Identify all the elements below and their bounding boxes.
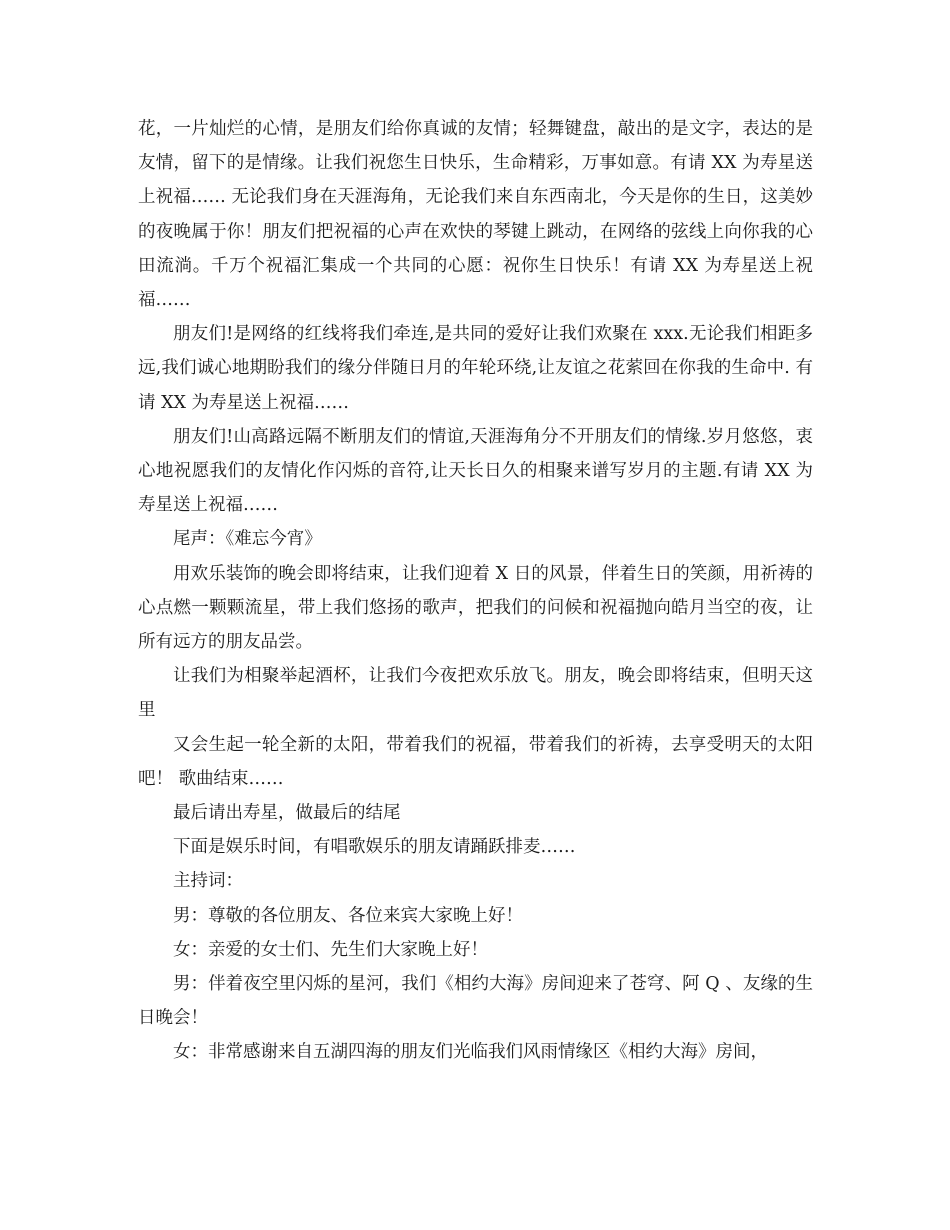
paragraph-7: 又会生起一轮全新的太阳，带着我们的祝福，带着我们的祈祷，去享受明天的太阳吧！ 歌曲结束……	[138, 734, 813, 789]
paragraph-5: 用欢乐装饰的晚会即将结束，让我们迎着 X 日的风景，伴着生日的笑颜，用祈祷的心点燃一颗颗流星，带上我们悠扬的歌声，把我们的问候和祝福抛向皓月当空的夜，让所有远方的朋友品尝。	[138, 563, 813, 653]
paragraph-6: 让我们为相聚举起酒杯，让我们今夜把欢乐放飞。朋友，晚会即将结束，但明天这里	[138, 666, 813, 721]
paragraph-2: 朋友们!是网络的红线将我们牵连,是共同的爱好让我们欢聚在 xxx.无论我们相距多远,我们诚心地期盼我们的缘分伴随日月的年轮环绕,让友谊之花萦回在你我的生命中. 有请 XX 为寿星送上祝福……	[138, 324, 813, 413]
paragraph-4: 尾声：《难忘今宵》	[173, 529, 322, 550]
paragraph-8: 最后请出寿星，做最后的结尾	[173, 803, 401, 824]
paragraph-10: 主持词：	[173, 871, 243, 892]
document-body	[138, 112, 813, 1070]
paragraph-1: 花，一片灿烂的心情，是朋友们给你真诚的友情；轻舞键盘，敲出的是文字，表达的是友情，留下的是情缘。让我们祝您生日快乐，生命精彩，万事如意。有请 XX 为寿星送上祝福…… 无论我们身在天涯海角，无论我们来自东西南北，今天是你的生日，这美妙的夜晚属于你！朋友们把祝福的心声在欢快的琴键上跳动，在网络的弦线上向你我的心田流淌。千万个祝福汇集成一个共同的心愿：祝你生日快乐！有请 XX 为寿星送上祝福……	[138, 119, 813, 311]
paragraph-14: 女：非常感谢来自五湖四海的朋友们光临我们风雨情缘区《相约大海》房间，	[173, 1042, 768, 1063]
paragraph-12: 女：亲爱的女士们、先生们大家晚上好！	[173, 939, 488, 960]
paragraph-9: 下面是娱乐时间，有唱歌娱乐的朋友请踊跃排麦……	[173, 837, 576, 858]
paragraph-13: 男：伴着夜空里闪烁的星河，我们《相约大海》房间迎来了苍穹、阿 Q 、友缘的生日晚会！	[138, 974, 813, 1029]
paragraph-11: 男：尊敬的各位朋友、各位来宾大家晚上好！	[173, 905, 523, 926]
paragraph-3: 朋友们!山高路远隔不断朋友们的情谊,天涯海角分不开朋友们的情缘.岁月悠悠，衷心地祝愿我们的友情化作闪烁的音符,让天长日久的相聚来谱写岁月的主题.有请 XX 为寿星送上祝福……	[138, 426, 813, 516]
